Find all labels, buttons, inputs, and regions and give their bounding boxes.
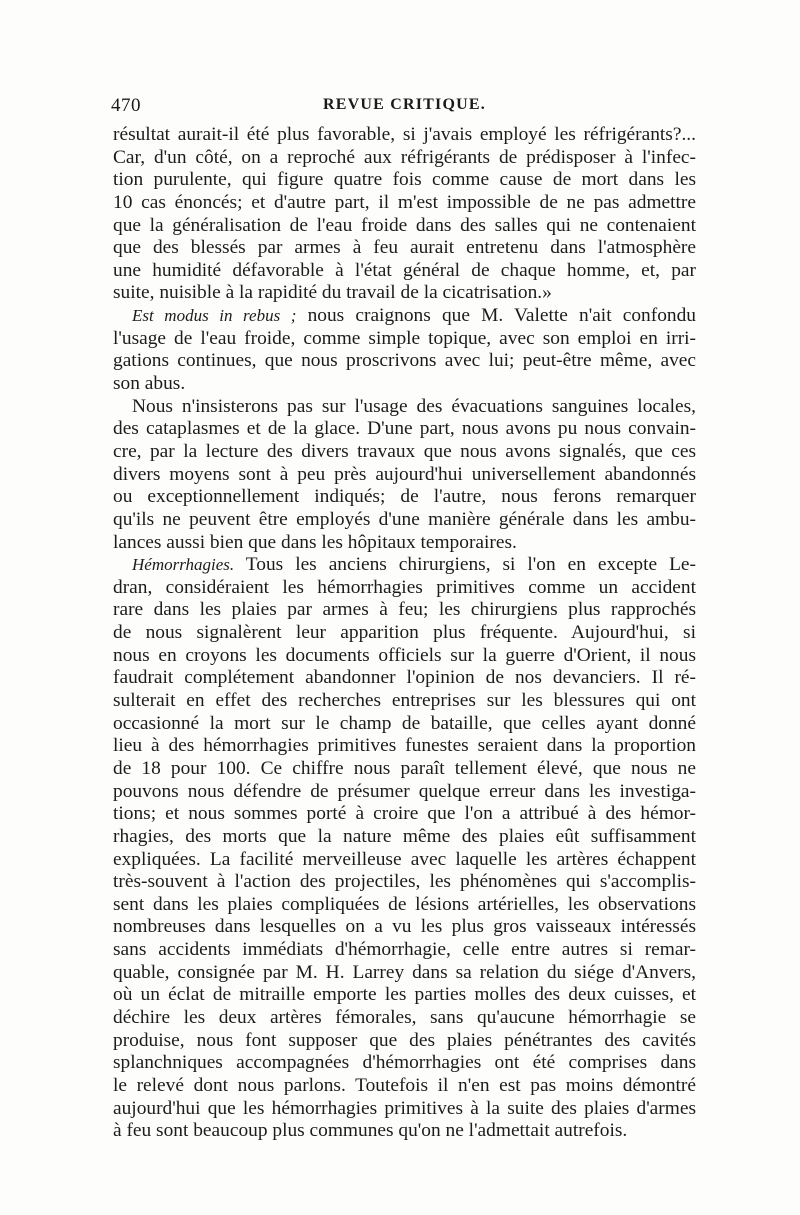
text-line: dran, considéraient les hémorrhagies primitives comme un accident [113, 576, 696, 598]
text-line: l'usage de l'eau froide, comme simple topique, avec son emploi en irri- [113, 327, 696, 349]
text-line: une humidité défavorable à l'état général de chaque homme, et, par [113, 259, 696, 281]
text-line: de nous signalèrent leur apparition plus fréquente. Aujourd'hui, si [113, 622, 696, 644]
text-line: qu'ils ne peuvent être employés d'une manière générale dans les ambu- [113, 508, 696, 530]
text-line: suite, nuisible à la rapidité du travail de la cicatrisation.» [113, 282, 552, 304]
running-head [111, 95, 696, 121]
latin-phrase: Est modus in rebus ; [132, 306, 297, 326]
journal-title: REVUE CRITIQUE. [323, 96, 486, 113]
text-line: lieu à des hémorrhagies primitives funestes seraient dans la proportion [113, 735, 696, 757]
text-line: que la généralisation de l'eau froide dans des salles qui ne contenaient [113, 214, 696, 236]
text-line: de 18 pour 100. Ce chiffre nous paraît tellement élevé, que nous ne [113, 757, 696, 779]
text-line: faudrait complétement abandonner l'opinion de nos devanciers. Il ré- [113, 667, 696, 689]
text-fragment: Tous les anciens chirurgiens, si l'on en excepte Le- [245, 554, 696, 576]
text-line: tions; et nous sommes porté à croire que l'on a attribué à des hémor- [113, 803, 696, 825]
text-line: pouvons nous défendre de présumer quelque erreur dans les investiga- [113, 780, 696, 802]
text-line: sent dans les plaies compliquées de lésions artérielles, les observations [113, 893, 696, 915]
text-line: son abus. [113, 373, 186, 395]
text-line: des cataplasmes et de la glace. D'une part, nous avons pu nous convain- [113, 418, 696, 440]
text-line: aujourd'hui que les hémorrhagies primitives à la suite des plaies d'armes [113, 1097, 696, 1119]
text-line: déchire les deux artères fémorales, sans qu'aucune hémorrhagie se [113, 1006, 696, 1028]
text-line: lances aussi bien que dans les hôpitaux temporaires. [113, 531, 517, 553]
text-line: le relevé dont nous parlons. Toutefois il n'en est pas moins démontré [113, 1074, 696, 1096]
text-line: sulterait en effet des recherches entreprises sur les blessures qui ont [113, 690, 696, 712]
paragraph-first-line [113, 305, 696, 328]
text-line: occasionné la mort sur le champ de bataille, que celles ayant donné [113, 712, 696, 734]
text-line: produise, nous font supposer que des plaies pénétrantes des cavités [113, 1029, 696, 1051]
body-text [113, 124, 696, 1143]
text-line: tion purulente, qui figure quatre fois comme cause de mort dans les [113, 169, 696, 191]
paragraph-first-line [113, 554, 696, 577]
text-line: Car, d'un côté, on a reproché aux réfrigérants de prédisposer à l'infec- [113, 146, 696, 168]
text-line: expliquées. La facilité merveilleuse avec laquelle les artères échappent [113, 848, 696, 870]
text-line: que des blessés par armes à feu aurait entretenu dans l'atmosphère [113, 237, 696, 259]
text-line: rare dans les plaies par armes à feu; les chirurgiens plus rapprochés [113, 599, 696, 621]
section-heading: Hémorrhagies. [132, 555, 235, 575]
text-line: où un éclat de mitraille emporte les parties molles des deux cuisses, et [113, 984, 696, 1006]
text-line: divers moyens sont à peu près aujourd'hui universellement abandonnés [113, 463, 696, 485]
text-line: sans accidents immédiats d'hémorrhagie, celle entre autres si remar- [113, 939, 696, 961]
text-line: nous en croyons les documents officiels sur la guerre d'Orient, il nous [113, 644, 696, 666]
paragraph-first-line: Nous n'insisterons pas sur l'usage des évacuations sanguines locales, [132, 395, 696, 417]
text-line: ou exceptionnellement indiqués; de l'autre, nous ferons remarquer [113, 486, 696, 508]
text-line: très-souvent à l'action des projectiles, les phénomènes qui s'accomplis- [113, 871, 696, 893]
text-line: splanchniques accompagnées d'hémorrhagies ont été comprises dans [113, 1052, 696, 1074]
text-line: cre, par la lecture des divers travaux que nous avons signalés, que ces [113, 440, 696, 462]
text-line: 10 cas énoncés; et d'autre part, il m'est impossible de ne pas admettre [113, 191, 696, 213]
text-line: gations continues, que nous proscrivons avec lui; peut-être même, avec [113, 350, 696, 372]
text-line: à feu sont beaucoup plus communes qu'on ne l'admettait autrefois. [113, 1120, 628, 1142]
page-number: 470 [111, 95, 141, 116]
text-line: quable, consignée par M. H. Larrey dans sa relation du siége d'Anvers, [113, 961, 696, 983]
text-line: nombreuses dans lesquelles on a vu les plus gros vaisseaux intéressés [113, 916, 696, 938]
text-line: résultat aurait-il été plus favorable, si j'avais employé les réfrigérants?... [113, 124, 696, 145]
text-line: rhagies, des morts que la nature même des plaies eût suffisamment [113, 825, 696, 847]
text-fragment: nous craignons que M. Valette n'ait confondu [307, 305, 696, 327]
